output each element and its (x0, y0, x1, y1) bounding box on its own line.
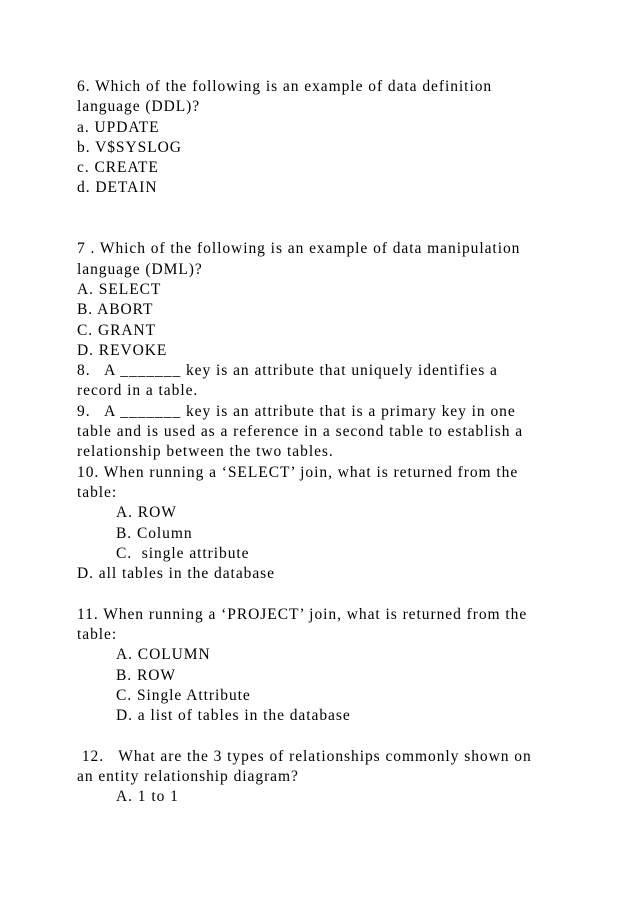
blank-line (77, 727, 617, 747)
question-7-option-b: B. ABORT (77, 301, 154, 319)
blank-line (77, 219, 617, 239)
question-11-stem-line-1: 11. When running a ‘PROJECT’ join, what is returned from the (77, 605, 528, 623)
question-12-stem-line-1: 12. What are the 3 types of relationships commonly shown on (77, 747, 532, 765)
question-9 (77, 402, 617, 463)
question-6-option-b: b. V$SYSLOG (77, 138, 182, 156)
question-10 (77, 463, 617, 585)
blank-line (77, 199, 617, 219)
question-12 (77, 747, 617, 808)
question-9-stem-line-2: table and is used as a reference in a second table to establish a (77, 423, 524, 441)
question-6-option-d: d. DETAIN (77, 179, 158, 197)
question-11 (77, 605, 617, 727)
question-6-stem-line-1: 6. Which of the following is an example of data definition (77, 78, 493, 95)
question-7-stem-line-1: 7 . Which of the following is an example of data manipulation (77, 240, 521, 258)
question-11-option-d: D. a list of tables in the database (116, 707, 351, 725)
question-10-option-c: C. single attribute (116, 544, 250, 562)
question-11-option-c: C. Single Attribute (116, 686, 251, 704)
question-6 (77, 77, 617, 199)
question-6-stem-line-2: language (DDL)? (77, 98, 201, 116)
question-8-stem-line-2: record in a table. (77, 382, 199, 400)
question-7-option-a: A. SELECT (77, 280, 162, 298)
blank-line (77, 584, 617, 604)
question-8 (77, 361, 617, 402)
question-12-stem-line-2: an entity relationship diagram? (77, 768, 299, 786)
question-9-stem-line-3: relationship between the two tables. (77, 443, 334, 461)
question-11-stem-line-2: table: (77, 626, 118, 644)
question-6-option-a: a. UPDATE (77, 118, 160, 136)
question-10-stem-line-1: 10. When running a ‘SELECT’ join, what is returned from the (77, 463, 519, 481)
question-7-option-d: D. REVOKE (77, 341, 168, 359)
question-11-option-a: A. COLUMN (116, 646, 211, 664)
question-10-option-a: A. ROW (116, 504, 177, 522)
question-12-option-a: A. 1 to 1 (116, 788, 179, 806)
question-7-stem-line-2: language (DML)? (77, 260, 203, 278)
question-7-option-c: C. GRANT (77, 321, 157, 339)
question-9-stem-line-1: 9. A _______ key is an attribute that is a primary key in one (77, 402, 516, 420)
question-11-option-b: B. ROW (116, 666, 176, 684)
question-6-option-c: c. CREATE (77, 159, 159, 177)
document-page (77, 77, 617, 808)
question-7 (77, 239, 617, 361)
question-10-option-d: D. all tables in the database (77, 565, 275, 583)
question-10-option-b: B. Column (116, 524, 193, 542)
question-8-stem-line-1: 8. A _______ key is an attribute that uniquely identifies a (77, 362, 498, 380)
question-10-stem-line-2: table: (77, 483, 118, 501)
